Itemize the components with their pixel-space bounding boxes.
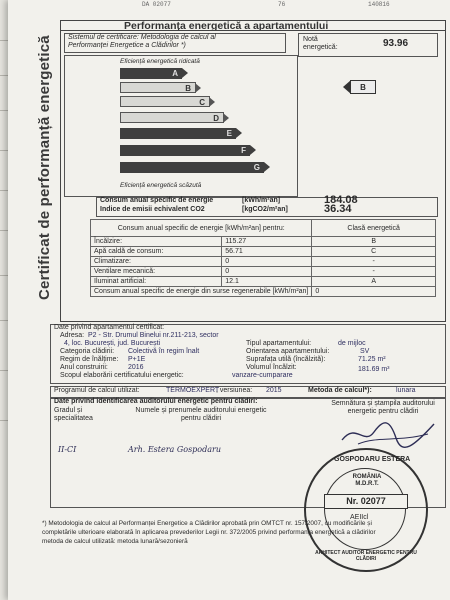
height-label: Regim de înălțime: [60, 356, 119, 363]
row-name: Iluminat artificial: [91, 277, 222, 287]
table-header-row [91, 220, 436, 237]
scale-top-label: Eficiență energetică ridicată [120, 58, 200, 65]
footnote-line-2: completările ulterioare elaborată în aplicarea prevederilor Legii nr. 372/2005 privind performanța energetică a clădirilor [42, 529, 376, 536]
strip-code: 140816 [368, 1, 390, 8]
scale-bar-a: A [120, 68, 182, 79]
table-header-class: Clasă energetică [312, 220, 436, 237]
volume-label: Volumul încălzit: [246, 364, 297, 371]
footnote-line-1: *) Metodologia de calcul al Performanței Energetice a Clădirilor aprobată prin OMTCT nr. 157/2007, cu modificările și [42, 520, 372, 527]
row-value: 0 [222, 267, 312, 277]
year-label: Anul construirii: [60, 364, 108, 371]
category-value: Colectivă în regim înalt [128, 348, 200, 355]
current-class-marker: B [350, 80, 376, 94]
method-value: lunara [396, 387, 416, 394]
sign-label: Semnătura și ștampila auditorului energetic pentru clădiri [331, 400, 435, 415]
series-code: DA 02077 [142, 1, 171, 8]
area-label: Suprafața utilă (încălzită): [246, 356, 326, 363]
note-value: 93.96 [383, 38, 409, 49]
renewable-label: Consum anual specific de energie din surse regenerabile [kWh/m²an] [91, 287, 312, 297]
co2-unit: [kgCO2/m²an] [242, 206, 288, 213]
breakdown-table [90, 219, 436, 297]
vertical-title: Certificat de performanță energetică [36, 35, 53, 300]
renewable-value: 0 [312, 287, 436, 297]
stamp-code: AEIIcl [350, 514, 369, 521]
co2-value: 36.34 [324, 203, 352, 215]
orientation-label: Orientarea apartamentului: [246, 348, 330, 355]
page-title: Performanța energetică a apartamentului [124, 20, 329, 32]
program-label: Programul de calcul utilizat: [54, 387, 140, 394]
volume-value: 181.69 m³ [358, 366, 390, 373]
details-header: Date privind apartamentul certificat: [54, 324, 165, 331]
auditor-header: Date privind identificarea auditorului energetic pentru clădiri: [54, 398, 258, 405]
table-header-consumption: Consum anual specific de energie [kWh/m²an] pentru: [91, 220, 312, 237]
consumption-unit: [kWh/m²an] [242, 197, 281, 204]
table-row [91, 277, 436, 287]
row-class: A [312, 277, 436, 287]
consumption-label: Consum anual specific de energie [100, 197, 214, 204]
footnote-line-3: metoda de calcul utilizată: metoda lunară/sezonieră [42, 538, 188, 545]
address-label: Adresa: [60, 332, 85, 339]
area-value: 71.25 m² [358, 356, 386, 363]
scale-bar-b: B [120, 82, 196, 93]
address-value-2: 4, loc. București, jud. București [64, 340, 161, 347]
row-class: - [312, 267, 436, 277]
strip-number: 76 [278, 1, 286, 8]
row-name: Apă caldă de consum: [91, 247, 222, 257]
method-label: Metoda de calcul*): [308, 387, 372, 394]
certificate-page [8, 0, 450, 600]
system-line-1: Sistemul de certificare: Metodologia de calcul al [68, 34, 216, 41]
stamp-top-text: GOSPODARU ESTERA [334, 456, 411, 463]
table-row [91, 237, 436, 247]
note-label: Notă energetică: [303, 36, 338, 51]
year-value: 2016 [128, 364, 144, 371]
scope-value: vanzare-cumparare [232, 372, 293, 379]
system-line-2: Performanței Energetice a Clădirilor *) [68, 42, 186, 49]
table-row [91, 257, 436, 267]
auditor-name: Arh. Estera Gospodaru [128, 445, 221, 454]
scope-label: Scopul elaborării certificatului energetic: [60, 372, 184, 379]
row-value: 115.27 [222, 237, 312, 247]
stamp-country: ROMÂNIA M.D.R.T. [352, 474, 382, 487]
address-value: P2 - Str. Drumul Binelui nr.211-213, sector [88, 332, 219, 339]
stamp-bottom-text: ARHITECT AUDITOR ENERGETIC PENTRU CLĂDIRI [315, 550, 417, 562]
title-divider [60, 30, 446, 31]
scale-bottom-label: Eficiență energetică scăzută [120, 182, 202, 189]
row-name: Ventilare mecanică: [91, 267, 222, 277]
auditor-signature [338, 416, 438, 452]
name-label: Numele și prenumele auditorului energetic pentru clădiri [135, 407, 267, 422]
row-class: - [312, 257, 436, 267]
program-name: TERMOEXPERT [166, 387, 220, 394]
row-value: 56.71 [222, 247, 312, 257]
stamp-number: Nr. 02077 [324, 494, 408, 509]
co2-label: Indice de emisii echivalent CO2 [100, 206, 205, 213]
orientation-value: SV [360, 348, 370, 355]
scale-bar-f: F [120, 145, 250, 156]
program-version-label: , versiunea: [216, 387, 253, 394]
top-strip [118, 0, 440, 10]
renewable-row [91, 287, 436, 297]
scale-bar-d: D [120, 112, 224, 123]
auditor-stamp [304, 448, 428, 572]
type-label: Tipul apartamentului: [246, 340, 312, 347]
row-name: Încălzire: [91, 237, 222, 247]
row-value: 0 [222, 257, 312, 267]
consumption-value: 184.08 [324, 194, 358, 206]
program-version: 2015 [266, 387, 282, 394]
table-row [91, 267, 436, 277]
scale-bar-c: C [120, 96, 210, 107]
grade-value: II-CI [58, 445, 77, 454]
category-label: Categoria clădirii: [60, 348, 115, 355]
row-class: C [312, 247, 436, 257]
type-value: de mijloc [338, 340, 366, 347]
scale-bar-g: G [120, 162, 264, 173]
scale-bar-e: E [120, 128, 236, 139]
row-class: B [312, 237, 436, 247]
row-value: 12.1 [222, 277, 312, 287]
grade-label: Gradul și specialitatea [54, 407, 93, 422]
row-name: Climatizare: [91, 257, 222, 267]
height-value: P+1E [128, 356, 146, 363]
table-row [91, 247, 436, 257]
